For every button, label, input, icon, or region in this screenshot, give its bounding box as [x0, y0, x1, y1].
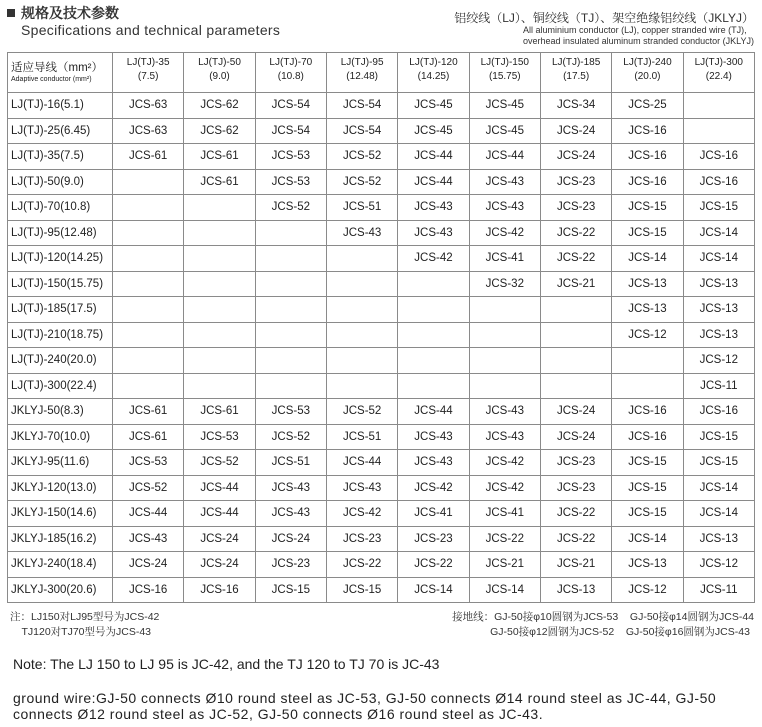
table-row: [8, 577, 755, 603]
row-header: JKLYJ-150(14.6): [8, 501, 113, 527]
table-cell: JCS-43: [255, 475, 326, 501]
table-cell: JCS-12: [612, 577, 683, 603]
table-cell: JCS-25: [612, 93, 683, 119]
table-cell: [612, 348, 683, 374]
table-cell: JCS-12: [683, 348, 754, 374]
table-cell: JCS-54: [255, 118, 326, 144]
column-header: [469, 53, 540, 93]
table-cell: JCS-51: [326, 195, 397, 221]
row-header: LJ(TJ)-50(9.0): [8, 169, 113, 195]
column-header-sub: (14.25): [417, 71, 450, 82]
table-cell: [184, 373, 255, 399]
table-cell: [113, 246, 184, 272]
column-header: [540, 53, 611, 93]
table-cell: JCS-52: [113, 475, 184, 501]
page-title-en: Specifications and technical parameters: [21, 22, 281, 38]
table-cell: JCS-62: [184, 93, 255, 119]
table-cell: JCS-44: [326, 450, 397, 476]
table-cell: [398, 322, 469, 348]
table-cell: JCS-32: [469, 271, 540, 297]
table-cell: JCS-62: [184, 118, 255, 144]
conductor-legend-cn: 铝绞线（LJ）、铜绞线（TJ）、架空绝缘铝绞线（JKLYJ）: [454, 11, 754, 25]
column-header-sub: (22.4): [705, 71, 732, 82]
table-cell: JCS-15: [683, 424, 754, 450]
table-cell: JCS-22: [540, 526, 611, 552]
table-cell: JCS-42: [469, 220, 540, 246]
table-cell: [469, 297, 540, 323]
table-cell: JCS-43: [326, 220, 397, 246]
column-header-sub: (17.5): [563, 71, 590, 82]
table-cell: JCS-54: [326, 93, 397, 119]
table-cell: [469, 373, 540, 399]
table-cell: JCS-42: [326, 501, 397, 527]
table-cell: JCS-53: [255, 169, 326, 195]
table-cell: JCS-16: [184, 577, 255, 603]
column-header-name: LJ(TJ)-95: [340, 57, 384, 68]
table-cell: JCS-52: [326, 399, 397, 425]
table-cell: JCS-22: [469, 526, 540, 552]
table-cell: JCS-24: [184, 552, 255, 578]
table-cell: [612, 373, 683, 399]
table-cell: JCS-43: [469, 424, 540, 450]
table-cell: [326, 271, 397, 297]
table-cell: JCS-61: [184, 169, 255, 195]
table-cell: JCS-24: [540, 144, 611, 170]
table-cell: JCS-23: [540, 475, 611, 501]
table-cell: JCS-45: [398, 118, 469, 144]
table-cell: JCS-61: [184, 399, 255, 425]
table-cell: JCS-43: [469, 169, 540, 195]
table-cell: [326, 322, 397, 348]
table-cell: JCS-15: [683, 195, 754, 221]
note-left-line1: 注：LJ150对LJ95型号为JCS-42: [10, 611, 160, 623]
table-cell: [398, 373, 469, 399]
table-cell: [326, 348, 397, 374]
table-cell: JCS-15: [612, 450, 683, 476]
table-cell: JCS-42: [398, 475, 469, 501]
table-cell: JCS-42: [398, 246, 469, 272]
table-cell: JCS-16: [683, 144, 754, 170]
table-cell: JCS-11: [683, 577, 754, 603]
table-cell: [255, 246, 326, 272]
table-cell: JCS-23: [255, 552, 326, 578]
column-header-name: LJ(TJ)-300: [694, 57, 743, 68]
table-cell: JCS-21: [540, 271, 611, 297]
table-cell: [683, 118, 754, 144]
column-header: [184, 53, 255, 93]
corner-header: [8, 53, 113, 93]
table-cell: JCS-34: [540, 93, 611, 119]
table-cell: JCS-43: [398, 220, 469, 246]
table-cell: JCS-54: [326, 118, 397, 144]
table-cell: JCS-52: [255, 424, 326, 450]
table-cell: JCS-15: [683, 450, 754, 476]
table-cell: JCS-22: [398, 552, 469, 578]
table-row: [8, 220, 755, 246]
table-cell: JCS-14: [612, 246, 683, 272]
table-cell: JCS-23: [540, 169, 611, 195]
row-header: LJ(TJ)-240(20.0): [8, 348, 113, 374]
notes-cn-left: [10, 610, 159, 640]
table-cell: JCS-23: [398, 526, 469, 552]
page-title-cn: 规格及技术参数: [21, 5, 119, 21]
table-cell: JCS-43: [398, 450, 469, 476]
table-cell: [255, 271, 326, 297]
table-row: [8, 297, 755, 323]
spec-table: [7, 52, 755, 603]
table-cell: JCS-15: [612, 195, 683, 221]
table-cell: JCS-51: [326, 424, 397, 450]
table-cell: JCS-16: [612, 118, 683, 144]
table-cell: JCS-15: [612, 475, 683, 501]
row-header: JKLYJ-50(8.3): [8, 399, 113, 425]
column-header-name: LJ(TJ)-120: [409, 57, 458, 68]
column-header: [398, 53, 469, 93]
table-row: [8, 348, 755, 374]
table-cell: JCS-14: [398, 577, 469, 603]
table-cell: [184, 195, 255, 221]
table-cell: JCS-24: [540, 399, 611, 425]
table-row: [8, 93, 755, 119]
table-cell: JCS-52: [255, 195, 326, 221]
row-header: JKLYJ-120(13.0): [8, 475, 113, 501]
table-cell: JCS-13: [612, 271, 683, 297]
corner-header-en: Adaptive conductor (mm²): [11, 75, 92, 83]
table-row: [8, 322, 755, 348]
table-cell: JCS-23: [540, 195, 611, 221]
table-cell: JCS-44: [184, 501, 255, 527]
row-header: LJ(TJ)-210(18.75): [8, 322, 113, 348]
table-cell: JCS-23: [326, 526, 397, 552]
note-right-line1: 接地线：GJ-50接φ10圆钢为JCS-53 GJ-50接φ14圆钢为JCS-44: [452, 611, 754, 623]
table-cell: JCS-21: [469, 552, 540, 578]
table-cell: [113, 271, 184, 297]
table-cell: JCS-16: [612, 169, 683, 195]
table-cell: [113, 348, 184, 374]
table-cell: JCS-45: [398, 93, 469, 119]
table-cell: JCS-61: [113, 144, 184, 170]
column-header-sub: (15.75): [488, 71, 521, 82]
table-row: [8, 195, 755, 221]
table-cell: JCS-53: [255, 399, 326, 425]
row-header: LJ(TJ)-25(6.45): [8, 118, 113, 144]
conductor-legend-en: [523, 25, 754, 47]
column-header-name: LJ(TJ)-35: [126, 57, 170, 68]
legend-en-line2: overhead insulated aluminum stranded conductor (JKLYJ): [523, 36, 754, 46]
table-cell: JCS-15: [612, 220, 683, 246]
notes-cn-right: [452, 610, 754, 640]
table-row: [8, 424, 755, 450]
table-cell: JCS-13: [612, 297, 683, 323]
table-row: [8, 118, 755, 144]
table-cell: JCS-15: [326, 577, 397, 603]
row-header: LJ(TJ)-150(15.75): [8, 271, 113, 297]
table-cell: JCS-24: [540, 424, 611, 450]
table-cell: JCS-11: [683, 373, 754, 399]
column-header-sub: (7.5): [137, 71, 159, 82]
table-cell: JCS-45: [469, 93, 540, 119]
table-cell: JCS-13: [540, 577, 611, 603]
table-cell: JCS-43: [113, 526, 184, 552]
table-cell: JCS-43: [255, 501, 326, 527]
table-cell: [184, 271, 255, 297]
note-right-line2: GJ-50接φ12圆钢为JCS-52 GJ-50接φ16圆钢为JCS-43: [452, 626, 750, 638]
table-cell: JCS-61: [184, 144, 255, 170]
table-cell: [540, 322, 611, 348]
table-cell: [113, 297, 184, 323]
table-cell: [255, 297, 326, 323]
table-cell: JCS-52: [326, 169, 397, 195]
table-cell: JCS-53: [255, 144, 326, 170]
column-header: [113, 53, 184, 93]
table-row: [8, 501, 755, 527]
table-cell: JCS-22: [540, 501, 611, 527]
table-cell: JCS-13: [612, 552, 683, 578]
table-cell: [113, 195, 184, 221]
table-cell: JCS-22: [326, 552, 397, 578]
table-cell: JCS-16: [683, 169, 754, 195]
column-header-name: LJ(TJ)-150: [480, 57, 529, 68]
column-header: [612, 53, 683, 93]
table-cell: JCS-44: [469, 144, 540, 170]
table-cell: [540, 348, 611, 374]
table-cell: JCS-13: [683, 322, 754, 348]
table-cell: JCS-12: [612, 322, 683, 348]
table-cell: JCS-22: [540, 220, 611, 246]
row-header: LJ(TJ)-70(10.8): [8, 195, 113, 221]
table-cell: JCS-14: [683, 220, 754, 246]
table-cell: JCS-44: [398, 144, 469, 170]
table-cell: [326, 373, 397, 399]
table-cell: JCS-51: [255, 450, 326, 476]
table-cell: JCS-24: [113, 552, 184, 578]
column-header: [326, 53, 397, 93]
table-cell: JCS-53: [184, 424, 255, 450]
table-row: [8, 271, 755, 297]
table-cell: JCS-63: [113, 93, 184, 119]
legend-en-line1: All aluminium conductor (LJ), copper stranded wire (TJ),: [523, 25, 747, 35]
table-cell: [184, 348, 255, 374]
column-header-sub: (10.8): [277, 71, 304, 82]
table-cell: JCS-14: [683, 475, 754, 501]
table-cell: JCS-52: [184, 450, 255, 476]
row-header: LJ(TJ)-16(5.1): [8, 93, 113, 119]
column-header-name: LJ(TJ)-185: [551, 57, 601, 68]
table-row: [8, 169, 755, 195]
table-cell: JCS-52: [326, 144, 397, 170]
note-left-line2: TJ120对TJ70型号为JCS-43: [10, 626, 152, 638]
table-cell: JCS-13: [683, 271, 754, 297]
table-cell: [469, 322, 540, 348]
row-header: LJ(TJ)-300(22.4): [8, 373, 113, 399]
column-header-sub: (20.0): [634, 71, 661, 82]
row-header: JKLYJ-240(18.4): [8, 552, 113, 578]
table-cell: JCS-42: [469, 475, 540, 501]
table-cell: JCS-41: [398, 501, 469, 527]
table-cell: JCS-43: [326, 475, 397, 501]
table-cell: JCS-13: [683, 297, 754, 323]
table-row: [8, 246, 755, 272]
table-cell: [113, 169, 184, 195]
column-header-name: LJ(TJ)-240: [623, 57, 672, 68]
table-cell: JCS-12: [683, 552, 754, 578]
column-header-sub: (12.48): [346, 71, 378, 82]
table-cell: [540, 373, 611, 399]
table-cell: JCS-41: [469, 246, 540, 272]
note-en: Note: The LJ 150 to LJ 95 is JC-42, and the TJ 120 to TJ 70 is JC-43: [13, 656, 440, 672]
table-cell: JCS-16: [612, 144, 683, 170]
table-cell: [540, 297, 611, 323]
table-cell: JCS-41: [469, 501, 540, 527]
column-header-name: LJ(TJ)-70: [269, 57, 313, 68]
table-cell: [326, 297, 397, 323]
table-cell: JCS-14: [612, 526, 683, 552]
table-cell: JCS-15: [612, 501, 683, 527]
table-cell: JCS-15: [255, 577, 326, 603]
table-body: [8, 93, 755, 603]
table-cell: JCS-14: [683, 246, 754, 272]
table-cell: [184, 246, 255, 272]
table-cell: JCS-43: [469, 195, 540, 221]
table-cell: JCS-43: [469, 399, 540, 425]
table-cell: JCS-45: [469, 118, 540, 144]
table-cell: [398, 348, 469, 374]
row-header: LJ(TJ)-95(12.48): [8, 220, 113, 246]
table-cell: JCS-61: [113, 424, 184, 450]
table-cell: JCS-43: [398, 195, 469, 221]
column-header: [683, 53, 754, 93]
table-row: [8, 399, 755, 425]
table-cell: [184, 220, 255, 246]
table-cell: JCS-16: [612, 424, 683, 450]
table-cell: JCS-44: [184, 475, 255, 501]
row-header: JKLYJ-95(11.6): [8, 450, 113, 476]
row-header: LJ(TJ)-35(7.5): [8, 144, 113, 170]
table-cell: JCS-44: [398, 169, 469, 195]
table-cell: [184, 322, 255, 348]
table-cell: JCS-21: [540, 552, 611, 578]
table-row: [8, 552, 755, 578]
table-row: [8, 450, 755, 476]
table-header-row: [8, 53, 755, 93]
table-cell: [184, 297, 255, 323]
table-cell: JCS-16: [683, 399, 754, 425]
table-cell: [683, 93, 754, 119]
table-cell: JCS-24: [540, 118, 611, 144]
table-cell: [469, 348, 540, 374]
table-cell: JCS-14: [683, 501, 754, 527]
column-header: [255, 53, 326, 93]
table-cell: JCS-24: [255, 526, 326, 552]
table-row: [8, 526, 755, 552]
row-header: LJ(TJ)-185(17.5): [8, 297, 113, 323]
table-cell: JCS-24: [184, 526, 255, 552]
table-cell: [113, 220, 184, 246]
table-cell: JCS-22: [540, 246, 611, 272]
table-cell: JCS-44: [113, 501, 184, 527]
table-cell: [255, 348, 326, 374]
table-cell: JCS-61: [113, 399, 184, 425]
table-cell: JCS-44: [398, 399, 469, 425]
table-cell: JCS-42: [469, 450, 540, 476]
column-header-sub: (9.0): [209, 71, 230, 82]
table-cell: JCS-54: [255, 93, 326, 119]
table-row: [8, 475, 755, 501]
title-bullet-square: [7, 9, 15, 17]
table-row: [8, 373, 755, 399]
table-cell: JCS-63: [113, 118, 184, 144]
table-cell: JCS-16: [612, 399, 683, 425]
row-header: JKLYJ-70(10.0): [8, 424, 113, 450]
table-row: [8, 144, 755, 170]
table-cell: [113, 373, 184, 399]
table-cell: JCS-16: [113, 577, 184, 603]
table-cell: [113, 322, 184, 348]
column-header-name: LJ(TJ)-50: [198, 57, 241, 68]
table-cell: [398, 297, 469, 323]
row-header: JKLYJ-185(16.2): [8, 526, 113, 552]
table-cell: [255, 220, 326, 246]
table-cell: [255, 322, 326, 348]
table-cell: JCS-23: [540, 450, 611, 476]
table-cell: [398, 271, 469, 297]
row-header: LJ(TJ)-120(14.25): [8, 246, 113, 272]
table-cell: JCS-14: [469, 577, 540, 603]
table-cell: [255, 373, 326, 399]
ground-wire-note-en: ground wire:GJ-50 connects Ø10 round steel as JC-53, GJ-50 connects Ø14 round steel as JC-44, GJ-50 connects Ø12 round steel as JC-52, GJ-50 connects Ø16 round steel as JC-43.: [13, 690, 717, 722]
table-cell: JCS-13: [683, 526, 754, 552]
table-cell: JCS-53: [113, 450, 184, 476]
table-cell: [326, 246, 397, 272]
table-cell: JCS-43: [398, 424, 469, 450]
row-header: JKLYJ-300(20.6): [8, 577, 113, 603]
corner-header-cn: 适应导线（mm²）: [11, 61, 103, 74]
